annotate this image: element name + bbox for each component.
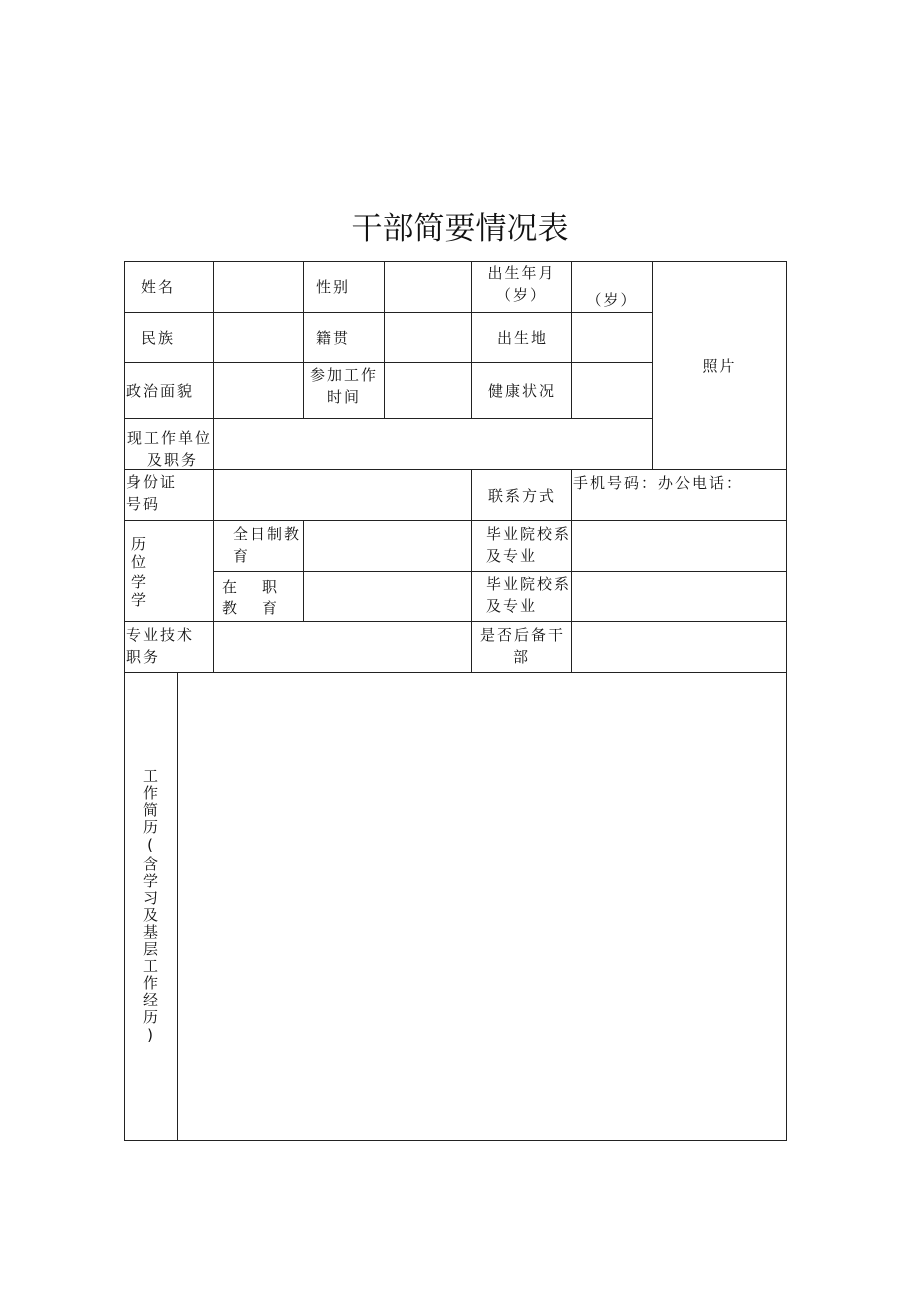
label-school2-line2: 及专业 bbox=[486, 597, 538, 615]
grid-line bbox=[213, 261, 214, 672]
label-reserve-line1: 是否后备干 bbox=[480, 626, 566, 644]
label-edu-char3: 学 bbox=[131, 573, 149, 591]
label-school2-line1: 毕业院校系 bbox=[486, 575, 572, 593]
grid-line bbox=[213, 571, 787, 572]
label-work-time-line1: 参加工作 bbox=[309, 366, 378, 384]
label-contact: 联系方式 bbox=[488, 487, 557, 505]
label-health: 健康状况 bbox=[488, 382, 557, 400]
label-native: 籍贯 bbox=[316, 329, 351, 347]
label-fulltime-line1: 全日制教 bbox=[233, 525, 302, 543]
grid-line bbox=[471, 469, 472, 672]
grid-line bbox=[124, 312, 652, 313]
value-name[interactable] bbox=[214, 262, 302, 311]
grid-line bbox=[124, 469, 787, 470]
label-inservice-line2: 教 育 bbox=[222, 599, 283, 617]
label-photo: 照片 bbox=[702, 357, 737, 375]
label-inservice-line1: 在 职 bbox=[222, 578, 283, 596]
label-fulltime-line2: 育 bbox=[233, 547, 251, 565]
grid-line bbox=[124, 520, 787, 521]
value-gender[interactable] bbox=[385, 262, 470, 311]
label-name: 姓名 bbox=[141, 278, 176, 296]
label-school1-line1: 毕业院校系 bbox=[486, 525, 572, 543]
label-resume: 工作简历(含学习及基层工作经历) bbox=[141, 768, 159, 1046]
grid-line bbox=[124, 621, 787, 622]
grid-line bbox=[571, 261, 572, 418]
label-id-line2: 号码 bbox=[126, 495, 161, 513]
value-age[interactable]: （岁） bbox=[586, 291, 638, 309]
label-edu-char4: 学 bbox=[131, 591, 149, 609]
label-school1-line2: 及专业 bbox=[486, 547, 538, 565]
label-work-time-line2: 时间 bbox=[326, 388, 361, 406]
value-resume[interactable] bbox=[178, 673, 786, 1140]
label-id-line1: 身份证 bbox=[126, 473, 178, 491]
page-title: 干部简要情况表 bbox=[351, 211, 569, 247]
grid-line bbox=[571, 469, 572, 672]
label-ethnicity: 民族 bbox=[141, 329, 176, 347]
value-contact[interactable]: 手机号码：办公电话： bbox=[573, 474, 744, 492]
grid-line bbox=[124, 418, 652, 419]
label-birthplace: 出生地 bbox=[497, 329, 549, 347]
label-unit-line1: 现工作单位 bbox=[127, 429, 213, 447]
label-gender: 性别 bbox=[316, 278, 351, 296]
grid-line bbox=[124, 362, 652, 363]
grid-line bbox=[303, 520, 304, 621]
label-political: 政治面貌 bbox=[126, 382, 195, 400]
label-birth-line2: （岁） bbox=[495, 286, 547, 304]
label-birth-line1: 出生年月 bbox=[487, 264, 556, 282]
label-edu-char2: 位 bbox=[131, 553, 149, 571]
label-edu-char1: 历 bbox=[131, 535, 149, 553]
label-unit-line2: 及职务 bbox=[147, 451, 199, 469]
label-tech-line2: 职务 bbox=[126, 648, 161, 666]
label-reserve-line2: 部 bbox=[512, 648, 530, 666]
label-tech-line1: 专业技术 bbox=[126, 626, 195, 644]
